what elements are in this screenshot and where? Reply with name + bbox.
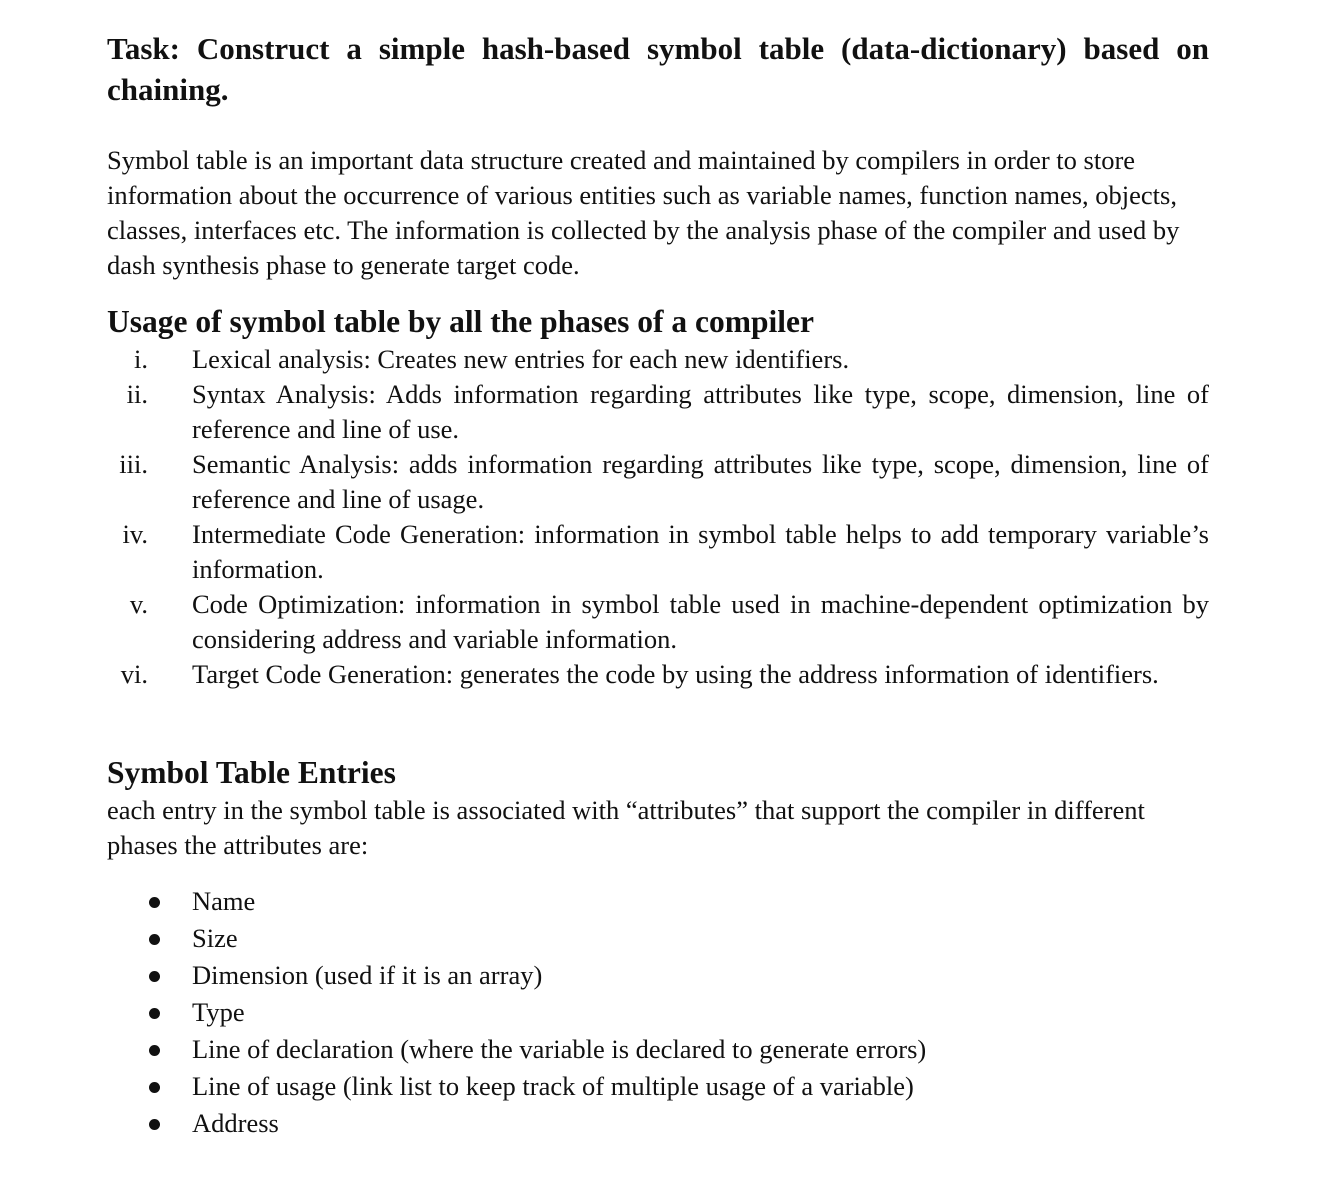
attribute-label: Line of usage (link list to keep track of multiple usage of a variable): [192, 1071, 914, 1101]
attribute-label: Type: [192, 997, 245, 1027]
phase-item-semantic: [107, 447, 1209, 517]
phase-number: v.: [129, 589, 148, 619]
attribute-item-line-of-declaration: [107, 1031, 926, 1068]
attribute-label: Size: [192, 923, 238, 953]
phase-item-intermediate: [107, 517, 1209, 587]
bullet-icon: [149, 1045, 160, 1056]
attribute-item-type: [107, 994, 926, 1031]
attribute-item-size: [107, 920, 926, 957]
bullet-icon: [149, 1082, 160, 1093]
phase-number: iii.: [119, 449, 148, 479]
bullet-icon: [149, 897, 160, 908]
attribute-label: Line of declaration (where the variable is declared to generate errors): [192, 1034, 927, 1064]
phase-number: ii.: [126, 379, 148, 409]
task-title: Task: Construct a simple hash-based symbol table (data-dictionary) based on chaining.: [107, 31, 1209, 107]
attribute-label: Address: [192, 1108, 279, 1138]
phase-text: Target Code Generation: generates the code by using the address information of identifiers.: [192, 659, 1159, 689]
entries-description: each entry in the symbol table is associated with “attributes” that support the compiler in different phases the attributes are:: [107, 795, 1145, 860]
phase-item-optimization: [107, 587, 1209, 657]
phase-text: Lexical analysis: Creates new entries for each new identifiers.: [192, 344, 850, 374]
bullet-icon: [149, 934, 160, 945]
phase-list: [107, 342, 1209, 692]
phase-number: vi.: [120, 659, 148, 689]
phase-item-target: [107, 657, 1209, 692]
phase-item-syntax: [107, 377, 1209, 447]
attribute-item-address: [107, 1105, 926, 1142]
attribute-label: Name: [192, 886, 256, 916]
attribute-item-name: [107, 883, 926, 920]
phase-item-lexical: [107, 342, 1209, 377]
bullet-icon: [149, 971, 160, 982]
attribute-item-dimension: [107, 957, 926, 994]
attribute-item-line-of-usage: [107, 1068, 926, 1105]
phase-text: Code Optimization: information in symbol table used in machine-dependent optimization by considering address and variable information.: [192, 589, 1209, 654]
bullet-icon: [149, 1119, 160, 1130]
attribute-label: Dimension (used if it is an array): [192, 960, 543, 990]
usage-heading: Usage of symbol table by all the phases of a compiler: [107, 304, 814, 339]
phase-number: i.: [134, 344, 148, 374]
phase-text: Syntax Analysis: Adds information regarding attributes like type, scope, dimension, line of reference and line of use.: [192, 379, 1209, 444]
phase-text: Semantic Analysis: adds information regarding attributes like type, scope, dimension, line of reference and line of usage.: [192, 449, 1209, 514]
bullet-icon: [149, 1008, 160, 1019]
phase-text: Intermediate Code Generation: information in symbol table helps to add temporary variable’s information.: [192, 519, 1209, 584]
intro-paragraph: Symbol table is an important data structure created and maintained by compilers in order to store information about the occurrence of various entities such as variable names, function names, objects, classes, interfaces etc. The information is collected by the analysis phase of the compiler and used by dash synthesis phase to generate target code.: [107, 145, 1180, 280]
phase-number: iv.: [122, 519, 148, 549]
entries-heading: Symbol Table Entries: [107, 755, 396, 790]
attribute-list: [107, 883, 926, 1142]
